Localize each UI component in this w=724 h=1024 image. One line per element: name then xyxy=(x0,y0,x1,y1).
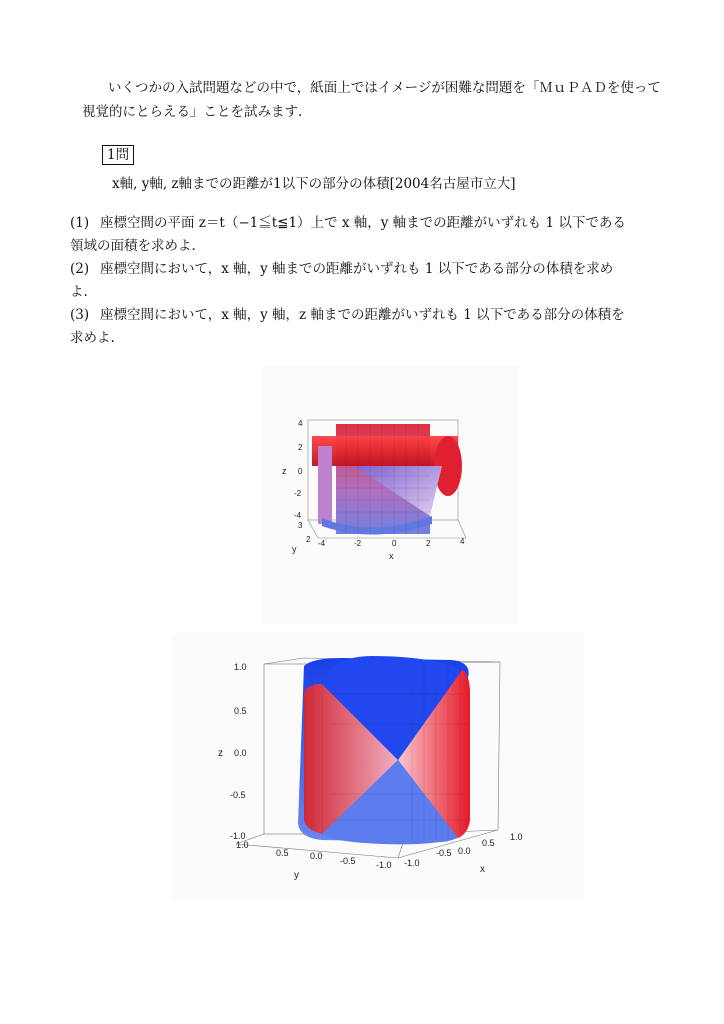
y-tick: 1.0 xyxy=(236,840,249,850)
question-number: (1) xyxy=(70,215,90,231)
y-tick: 0.5 xyxy=(276,848,289,858)
x-tick: 0 xyxy=(392,539,397,548)
x-tick: -1.0 xyxy=(404,858,420,868)
question-number: (3) xyxy=(70,307,90,323)
z-axis-label: z xyxy=(218,748,223,759)
question-text: 座標空間において，x 軸，y 軸，z 軸までの距離がいずれも 1 以下である部分の体積を求めよ. xyxy=(70,307,625,346)
x-tick: 4 xyxy=(460,537,465,546)
intro-paragraph: いくつかの入試問題などの中で，紙面上ではイメージが困難な問題を「ＭｕＰＡＤを使って視覚的にとらえる」ことを試みます. xyxy=(82,80,661,120)
z-tick: -2 xyxy=(294,489,302,498)
question-text: 座標空間の平面 z＝t（−1≦t≦1）上で x 軸，y 軸までの距離がいずれも 1 以下である領域の面積を求めよ. xyxy=(70,215,626,254)
z-tick: 4 xyxy=(298,419,303,428)
y-tick: -1.0 xyxy=(376,860,392,870)
x-tick: -0.5 xyxy=(436,848,452,858)
y-axis-label: y xyxy=(294,870,299,881)
question-text: 座標空間において，x 軸，y 軸までの距離がいずれも 1 以下である部分の体積を求めよ. xyxy=(70,261,614,300)
y-tick: 0.0 xyxy=(310,851,323,861)
z-axis-label: z xyxy=(282,466,287,476)
x-axis-label: x xyxy=(480,864,485,875)
y-axis-label: y xyxy=(292,544,297,554)
figure-cylinders xyxy=(262,366,518,624)
question-3 xyxy=(70,304,630,350)
z-tick: 0.0 xyxy=(234,748,247,758)
z-tick: 1.0 xyxy=(234,662,247,672)
z-tick: 0.5 xyxy=(234,706,247,716)
x-tick: 0.5 xyxy=(482,838,495,848)
figure-three-cylinders-plot xyxy=(172,634,584,900)
z-tick: -1.0 xyxy=(230,831,246,841)
z-tick: -0.5 xyxy=(230,790,246,800)
question-number: (2) xyxy=(70,261,90,277)
question-1 xyxy=(70,212,630,258)
problem-label: 1問 xyxy=(102,145,134,165)
y-tick: 3 xyxy=(298,521,303,530)
figure-cylinders-plot xyxy=(262,366,518,624)
x-tick: 1.0 xyxy=(510,832,523,842)
y-tick: 2 xyxy=(306,535,311,544)
x-tick: -2 xyxy=(354,539,362,548)
left-cylinder-face xyxy=(318,446,332,524)
problem-title: x軸, y軸, z軸までの距離が1以下の部分の体積[2004名古屋市立大] xyxy=(112,176,516,192)
z-tick: 0 xyxy=(298,467,303,476)
x-tick: 0.0 xyxy=(458,846,471,856)
x-axis-label: x xyxy=(389,551,394,561)
x-tick: 2 xyxy=(426,539,431,548)
question-2 xyxy=(70,258,630,304)
z-tick: 2 xyxy=(298,443,303,452)
figure-three-cylinders xyxy=(172,634,584,900)
z-tick: -4 xyxy=(294,511,302,520)
y-tick: -0.5 xyxy=(340,856,356,866)
x-tick: -4 xyxy=(318,539,326,548)
